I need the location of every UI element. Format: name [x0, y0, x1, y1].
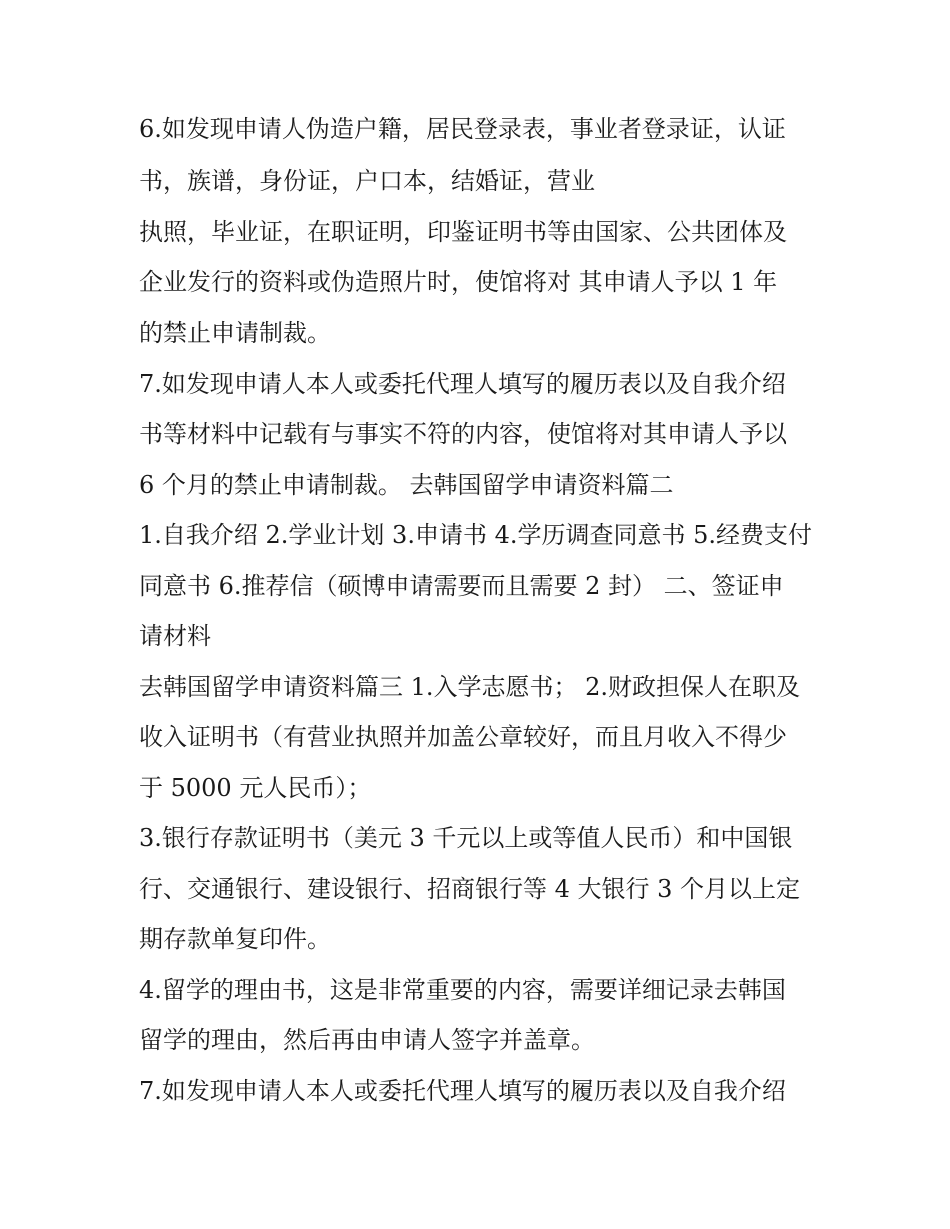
- text-line: 7.如发现申请人本人或委托代理人填写的履历表以及自我介绍: [139, 1077, 786, 1105]
- text-line: 去韩国留学申请资料篇三 1.入学志愿书； 2.财政担保人在职及: [139, 673, 801, 701]
- text-line: 收入证明书（有营业执照并加盖公章较好，而且月收入不得少: [139, 723, 787, 751]
- text-line: 1.自我介绍 2.学业计划 3.申请书 4.学历调查同意书 5.经费支付: [139, 521, 813, 549]
- text-line: 行、交通银行、建设银行、招商银行等 4 大银行 3 个月以上定: [139, 875, 801, 903]
- text-line: 于 5000 元人民币）；: [139, 774, 372, 802]
- text-line: 留学的理由，然后再由申请人签字并盖章。: [139, 1026, 595, 1054]
- text-line: 4.留学的理由书，这是非常重要的内容，需要详细记录去韩国: [139, 976, 786, 1004]
- text-line: 6.如发现申请人伪造户籍，居民登录表，事业者登录证，认证: [139, 115, 786, 143]
- text-line: 书，族谱，身份证，户口本，结婚证，营业: [139, 167, 595, 195]
- text-line: 的禁止申请制裁。: [139, 319, 331, 347]
- text-line: 7.如发现申请人本人或委托代理人填写的履历表以及自我介绍: [139, 370, 786, 398]
- text-line: 同意书 6.推荐信（硕博申请需要而且需要 2 封） 二、签证申: [139, 572, 784, 600]
- text-line: 6 个月的禁止申请制裁。 去韩国留学申请资料篇二: [139, 471, 674, 499]
- text-line: 执照，毕业证，在职证明，印鉴证明书等由国家、公共团体及: [139, 218, 787, 246]
- text-line: 期存款单复印件。: [139, 925, 331, 953]
- text-line: 书等材料中记载有与事实不符的内容，使馆将对其申请人予以: [139, 420, 787, 448]
- text-line: 企业发行的资料或伪造照片时，使馆将对 其申请人予以 1 年: [139, 268, 778, 296]
- text-line: 请材料: [139, 622, 211, 650]
- text-line: 3.银行存款证明书（美元 3 千元以上或等值人民币）和中国银: [139, 824, 793, 852]
